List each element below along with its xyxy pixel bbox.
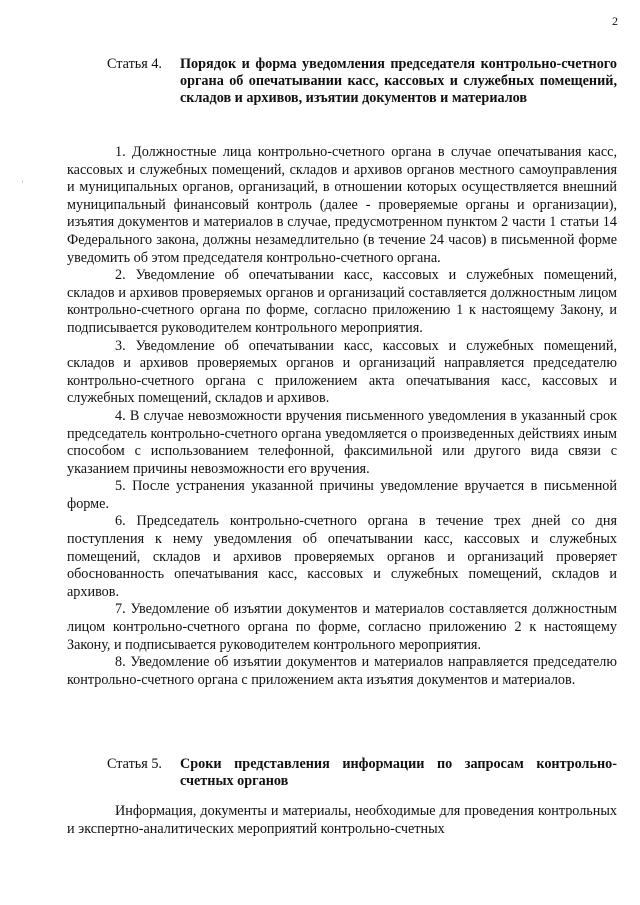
article-4-paragraph-3: 3. Уведомление об опечатывании касс, кассовых и служебных помещений, складов и архивов проверяемых органов и организаций направляется председателю контрольно-счетного органа с приложением акта опечатывания касс, кассовых и служебных помещений, складов и архивов. — [67, 337, 617, 407]
article-4-paragraph-5: 5. После устранения указанной причины уведомление вручается в письменной форме. — [67, 478, 617, 512]
margin-mark — [22, 180, 23, 183]
article-4-title: Порядок и форма уведомления председателя контрольно-счетного органа об опечатывании касс, кассовых и служебных помещений, складов и архивов, изъятии документов и материалов — [180, 56, 617, 107]
article-5-paragraph-1: Информация, документы и материалы, необходимые для проведения контрольных и экспертно-аналитических мероприятий контрольно-счетных — [67, 803, 617, 837]
article-4-paragraph-6: 6. Председатель контрольно-счетного органа в течение трех дней со дня поступления к нему уведомления об опечатывании касс, кассовых и служебных помещений, складов и архивов проверяемых органов и организаций проверяет обоснованность опечатывания касс, кассовых и служебных помещений, складов и архивов. — [67, 513, 617, 600]
article-5-heading — [107, 756, 617, 790]
article-4-heading — [107, 56, 617, 108]
article-4-paragraph-4: 4. В случае невозможности вручения письменного уведомления в указанный срок председатель контрольно-счетного органа уведомляется о произведенных действиях иным способом с использованием телефонной, факсимильной или другого вида связи с указанием причины невозможности его вручения. — [67, 407, 617, 477]
article-4-label: Статья 4. — [107, 56, 162, 72]
article-5-title: Сроки представления информации по запросам контрольно-счетных органов — [180, 756, 617, 790]
article-4-body — [67, 144, 617, 689]
article-4-paragraph-2: 2. Уведомление об опечатывании касс, кассовых и служебных помещений, складов и архивов проверяемых органов и организаций составляется должностным лицом контрольно-счетного органа по форме, согласно приложению 1 к настоящему Закону, и подписывается руководителем контрольного мероприятия. — [67, 267, 617, 336]
article-4-paragraph-1: 1. Должностные лица контрольно-счетного органа в случае опечатывания касс, кассовых и служебных помещений, складов и архивов органов местного самоуправления и муниципальных органов, организаций, в отношении которых осуществляется внешний муниципальный финансовый контроль (далее - проверяемые органы и организации), изъятия документов и материалов в случае, предусмотренном пунктом 2 части 1 статьи 14 Федерального закона, должны незамедлительно (в течение 24 часов) в письменной форме уведомить об этом председателя контрольно-счетного органа. — [67, 144, 617, 266]
article-5-body — [67, 803, 617, 838]
article-4-paragraph-7: 7. Уведомление об изъятии документов и материалов составляется должностным лицом контрольно-счетного органа по форме, согласно приложению 2 к настоящему Закону, и подписывается руководителем контрольного мероприятия. — [67, 601, 617, 653]
page-number: 2 — [612, 14, 618, 28]
article-5-label: Статья 5. — [107, 756, 162, 772]
article-4-paragraph-8: 8. Уведомление об изъятии документов и материалов направляется председателю контрольно-счетного органа с приложением акта изъятия документов и материалов. — [67, 654, 617, 688]
